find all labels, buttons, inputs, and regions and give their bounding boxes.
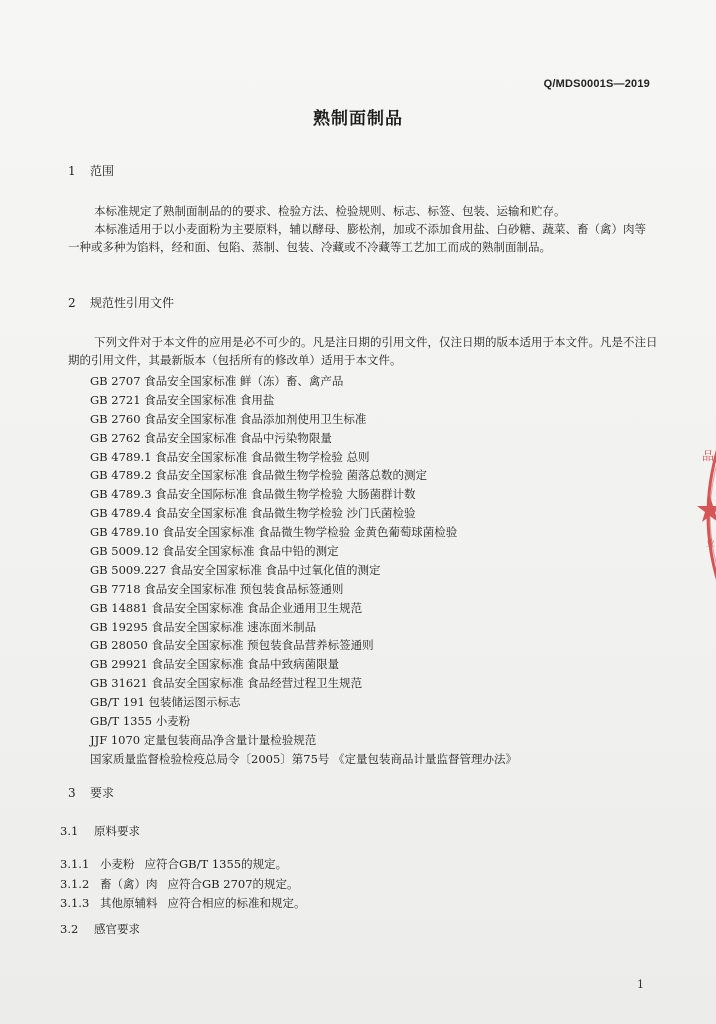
clause-text: 应符合GB/T 1355的规定。 <box>144 857 288 871</box>
section-2-heading <box>68 294 174 311</box>
clause-number: 3.1.1 <box>60 857 90 871</box>
clause-3-1-2 <box>60 876 299 892</box>
subsection-number: 3.1 <box>60 824 79 838</box>
svg-text:业: 业 <box>706 539 716 549</box>
reference-item: GB 29921 食品安全国家标准 食品中致病菌限量 <box>90 657 340 672</box>
reference-item: GB 31621 食品安全国家标准 食品经营过程卫生规范 <box>90 676 363 691</box>
reference-item: GB 28050 食品安全国家标准 预包装食品营养标签通则 <box>90 638 374 653</box>
clause-text: 应符合GB 2707的规定。 <box>167 877 299 891</box>
reference-item: JJF 1070 定量包装商品净含量计量检验规范 <box>90 732 317 747</box>
reference-item: GB 14881 食品安全国家标准 食品企业通用卫生规范 <box>90 600 363 615</box>
reference-item: GB 2762 食品安全国家标准 食品中污染物限量 <box>90 430 332 445</box>
subsection-3-1-heading <box>60 823 140 839</box>
section-title: 要求 <box>90 786 115 800</box>
clause-3-1-3 <box>60 895 306 911</box>
reference-item: GB 2721 食品安全国家标准 食用盐 <box>90 392 275 407</box>
seal-stamp-icon <box>688 430 716 600</box>
page-number: 1 <box>637 978 644 991</box>
reference-item: GB 2760 食品安全国家标准 食品添加剂使用卫生标准 <box>90 411 367 426</box>
clause-term: 畜（禽）肉 <box>100 877 158 891</box>
clause-number: 3.1.2 <box>60 877 90 891</box>
reference-item: GB 2707 食品安全国家标准 鲜（冻）畜、禽产品 <box>90 374 344 388</box>
section-number: 3 <box>68 786 76 800</box>
document-title: 熟制面制品 <box>313 109 403 129</box>
reference-item: GB 4789.1 食品安全国家标准 食品微生物学检验 总则 <box>90 449 370 464</box>
subsection-number: 3.2 <box>60 922 79 936</box>
references-intro: 下列文件对于本文件的应用是必不可少的。凡是注日期的引用文件，仅注日期的版本适用于本文件。凡是不注日期的引用文件，其最新版本（包括所有的修改单）适用于本文件。 <box>68 335 658 367</box>
clause-term: 小麦粉 <box>100 857 135 871</box>
section-1-heading <box>68 162 114 179</box>
svg-text:品: 品 <box>702 449 715 463</box>
subsection-title: 原料要求 <box>94 824 140 838</box>
reference-item: GB 5009.227 食品安全国家标准 食品中过氧化值的测定 <box>90 562 381 577</box>
reference-item: GB 4789.4 食品安全国家标准 食品微生物学检验 沙门氏菌检验 <box>90 506 416 521</box>
clause-3-1-1 <box>60 856 287 872</box>
scope-paragraph-1: 本标准规定了熟制面制品的的要求、检验方法、检验规则、标志、标签、包装、运输和贮存。 <box>94 204 566 218</box>
reference-item: GB 19295 食品安全国家标准 速冻面米制品 <box>90 619 317 634</box>
subsection-3-2-heading <box>60 921 140 937</box>
section-number: 1 <box>68 164 76 178</box>
reference-item: GB 4789.2 食品安全国家标准 食品微生物学检验 菌落总数的测定 <box>90 468 427 483</box>
reference-item: GB/T 1355 小麦粉 <box>90 714 191 729</box>
reference-item: GB 7718 食品安全国家标准 预包装食品标签通则 <box>90 581 344 596</box>
section-title: 规范性引用文件 <box>90 296 175 310</box>
clause-number: 3.1.3 <box>60 896 90 910</box>
clause-term: 其他原辅料 <box>100 896 158 910</box>
reference-item: GB/T 191 包装储运图示标志 <box>90 695 241 710</box>
section-number: 2 <box>68 296 76 310</box>
reference-item: GB 4789.3 食品安全国际标准 食品微生物学检验 大肠菌群计数 <box>90 487 416 502</box>
clause-text: 应符合相应的标准和规定。 <box>167 896 306 910</box>
scope-paragraph-2: 本标准适用于以小麦面粉为主要原料，辅以酵母、膨松剂，加或不添加食用盐、白砂糖、蔬菜、畜（禽）肉等一种或多种为馅料，经和面、包陷、蒸制、包装、冷藏或不冷藏等工艺加工而成的熟制面制品。 <box>68 222 646 254</box>
reference-item: GB 4789.10 食品安全国家标准 食品微生物学检验 金黄色葡萄球菌检验 <box>90 525 458 540</box>
subsection-title: 感官要求 <box>94 922 140 936</box>
reference-item: GB 5009.12 食品安全国家标准 食品中铅的测定 <box>90 544 339 559</box>
section-3-heading <box>68 784 114 801</box>
section-title: 范围 <box>90 164 115 178</box>
reference-list <box>90 372 650 769</box>
reference-item: 国家质量监督检验检疫总局令〔2005〕第75号 《定量包装商品计量监督管理办法》 <box>90 751 518 766</box>
document-code: Q/MDS0001S—2019 <box>543 78 650 90</box>
